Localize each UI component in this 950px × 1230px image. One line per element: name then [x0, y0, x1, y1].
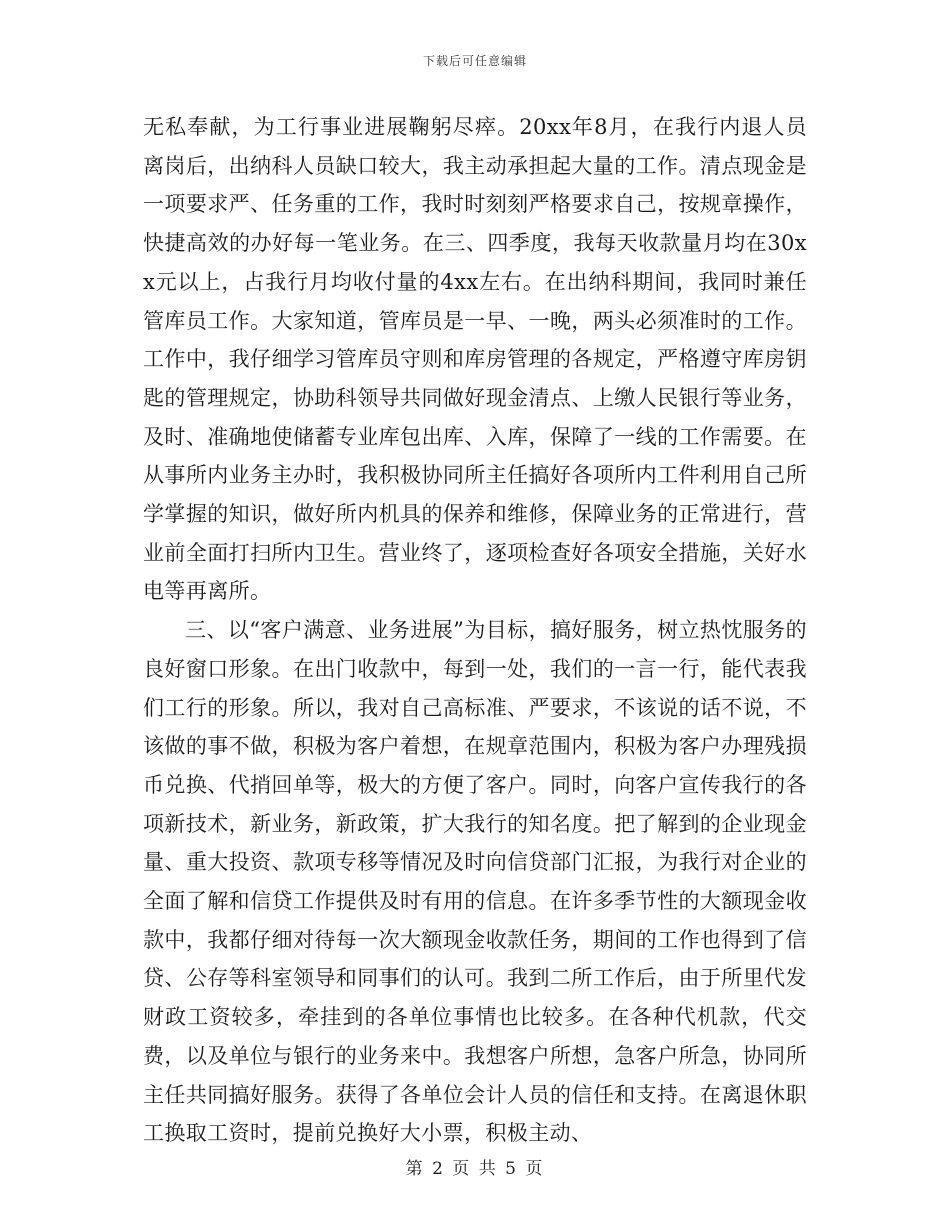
body-paragraph-2: 三、以“客户满意、业务进展”为目标，搞好服务，树立热忱服务的良好窗口形象。在出门收款中，每到一处，我们的一言一行，能代表我们工行的形象。所以，我对自己高标准、严要求，不该说的话不说，不该做的事不做，积极为客户着想，在规章范围内，积极为客户办理残损币兑换、代捎回单等，极大的方便了客户。同时，向客户宣传我行的各项新技术，新业务，新政策，扩大我行的知名度。把了解到的企业现金量、重大投资、款项专移等情况及时向信贷部门汇报，为我行对企业的全面了解和信贷工作提供及时有用的信息。在许多季节性的大额现金收款中，我都仔细对待每一次大额现金收款任务，期间的工作也得到了信贷、公存等科室领导和同事们的认可。我到二所工作后，由于所里代发财政工资较多，牵挂到的各单位事情也比较多。在各种代机款，代交费，以及单位与银行的业务来中。我想客户所想，急客户所急，协同所主任共同搞好服务。获得了各单位会计人员的信任和支持。在离退休职工换取工资时，提前兑换好大小票，积极主动、	[143, 618, 807, 1146]
page-number-footer: 第 2 页 共 5 页	[405, 1159, 545, 1179]
document-body	[143, 108, 807, 1153]
body-paragraph-1: 无私奉献，为工行事业进展鞠躬尽瘁。20xx年8月，在我行内退人员离岗后，出纳科人员缺口较大，我主动承担起大量的工作。清点现金是一项要求严、任务重的工作，我时时刻刻严格要求自己，按规章操作，快捷高效的办好每一笔业务。在三、四季度，我每天收款量月均在30xx元以上，占我行月均收付量的4xx左右。在出纳科期间，我同时兼任管库员工作。大家知道，管库员是一早、一晚，两头必须准时的工作。工作中，我仔细学习管库员守则和库房管理的各规定，严格遵守库房钥匙的管理规定，协助科领导共同做好现金清点、上缴人民银行等业务，及时、准确地使储蓄专业库包出库、入库，保障了一线的工作需要。在从事所内业务主办时，我积极协同所主任搞好各项所内工件利用自己所学掌握的知识，做好所内机具的保养和维修，保障业务的正常进行，营业前全面打扫所内卫生。营业终了，逐项检查好各项安全措施，关好水电等再离所。	[143, 115, 807, 604]
page-header: 下载后可任意编辑	[422, 54, 527, 68]
